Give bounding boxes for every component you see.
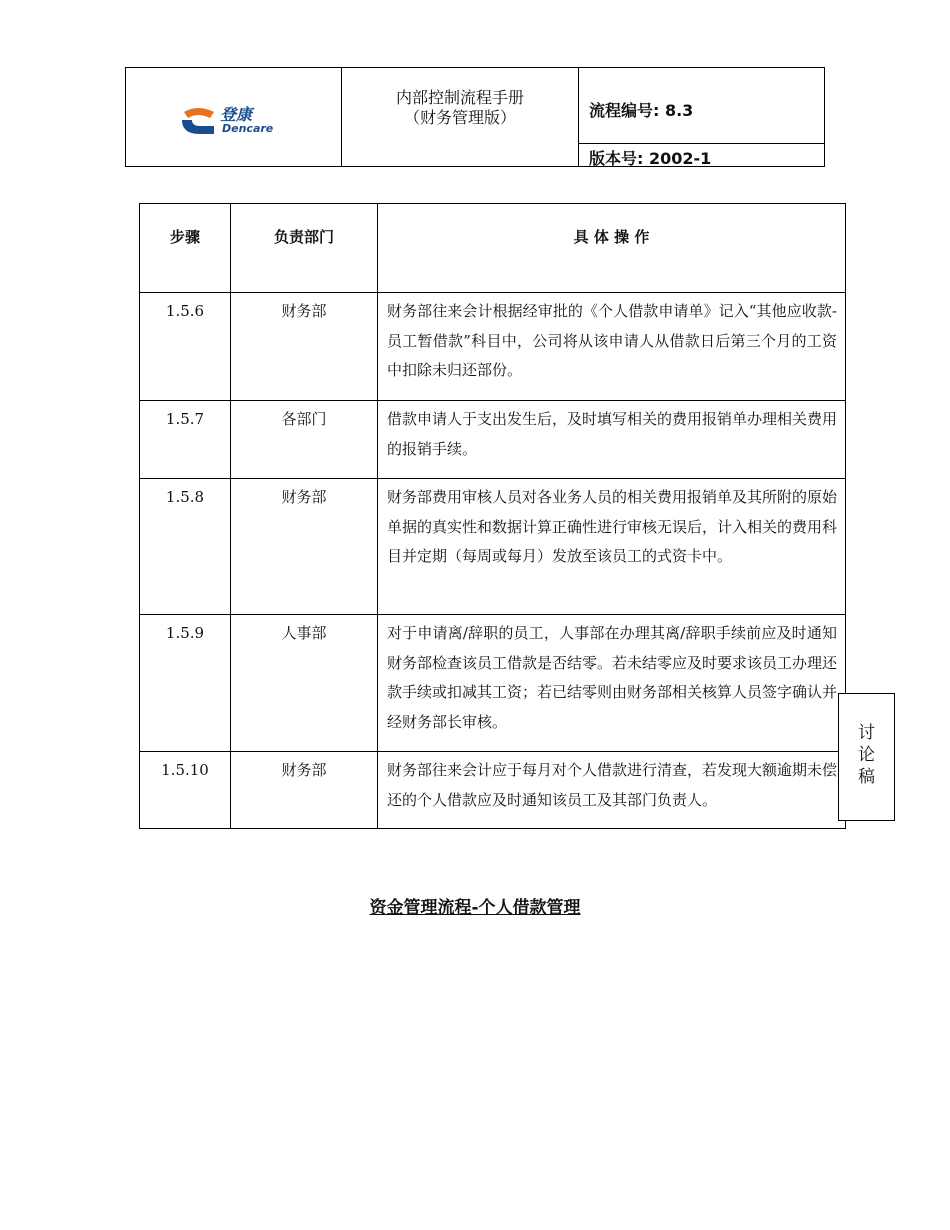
table-header-row [140, 204, 846, 293]
table-row [140, 479, 846, 615]
stamp-char: 论 [858, 745, 875, 765]
meta-cell [579, 68, 824, 166]
draft-stamp [838, 693, 895, 821]
manual-subtitle: （财务管理版） [403, 108, 516, 127]
step-cell: 1.5.6 [140, 293, 231, 401]
stamp-char: 稿 [858, 767, 875, 787]
column-header-step: 步骤 [140, 204, 231, 293]
column-header-dept: 负责部门 [231, 204, 378, 293]
manual-title: 内部控制流程手册 [395, 88, 524, 107]
document-header [125, 67, 825, 167]
dencare-logo [180, 104, 280, 140]
operation-cell: 借款申请人于支出发生后，及时填写相关的费用报销单办理相关费用的报销手续。 [378, 401, 846, 479]
section-title: 资金管理流程-个人借款管理 [369, 898, 581, 918]
table-row [140, 401, 846, 479]
operation-cell: 财务部往来会计根据经审批的《个人借款申请单》记入“其他应收款-员工暂借款”科目中，公司将从该申请人从借款日后第三个月的工资中扣除未归还部份。 [378, 293, 846, 401]
operation-cell: 财务部往来会计应于每月对个人借款进行清查，若发现大额逾期未偿还的个人借款应及时通知该员工及其部门负责人。 [378, 752, 846, 829]
dept-cell: 财务部 [231, 479, 378, 615]
operation-cell: 对于申请离/辞职的员工，人事部在办理其离/辞职手续前应及时通知财务部检查该员工借款是否结零。若未结零应及时要求该员工办理还款手续或扣减其工资；若已结零则由财务部相关核算人员签字确认并经财务部长审核。 [378, 615, 846, 752]
dept-cell: 人事部 [231, 615, 378, 752]
operation-cell: 财务部费用审核人员对各业务人员的相关费用报销单及其所附的原始单据的真实性和数据计算正确性进行审核无误后，计入相关的费用科目并定期（每周或每月）发放至该员工的式资卡中。 [378, 479, 846, 615]
logo-english-text: Dencare [222, 122, 274, 135]
version-number: 版本号: 2002-1 [589, 149, 712, 168]
table-row [140, 615, 846, 752]
dept-cell: 财务部 [231, 752, 378, 829]
dept-cell: 财务部 [231, 293, 378, 401]
step-cell: 1.5.10 [140, 752, 231, 829]
dencare-logo-icon [180, 106, 216, 136]
table-row [140, 293, 846, 401]
procedure-table [139, 203, 846, 829]
logo-cell [126, 68, 342, 166]
step-cell: 1.5.9 [140, 615, 231, 752]
step-cell: 1.5.7 [140, 401, 231, 479]
table-row [140, 752, 846, 829]
process-number: 流程编号: 8.3 [579, 68, 824, 144]
stamp-char: 讨 [858, 723, 875, 743]
manual-title-cell [342, 68, 579, 166]
step-cell: 1.5.8 [140, 479, 231, 615]
logo-chinese-text: 登康 [220, 105, 253, 124]
dept-cell: 各部门 [231, 401, 378, 479]
column-header-operation: 具 体 操 作 [378, 204, 846, 293]
